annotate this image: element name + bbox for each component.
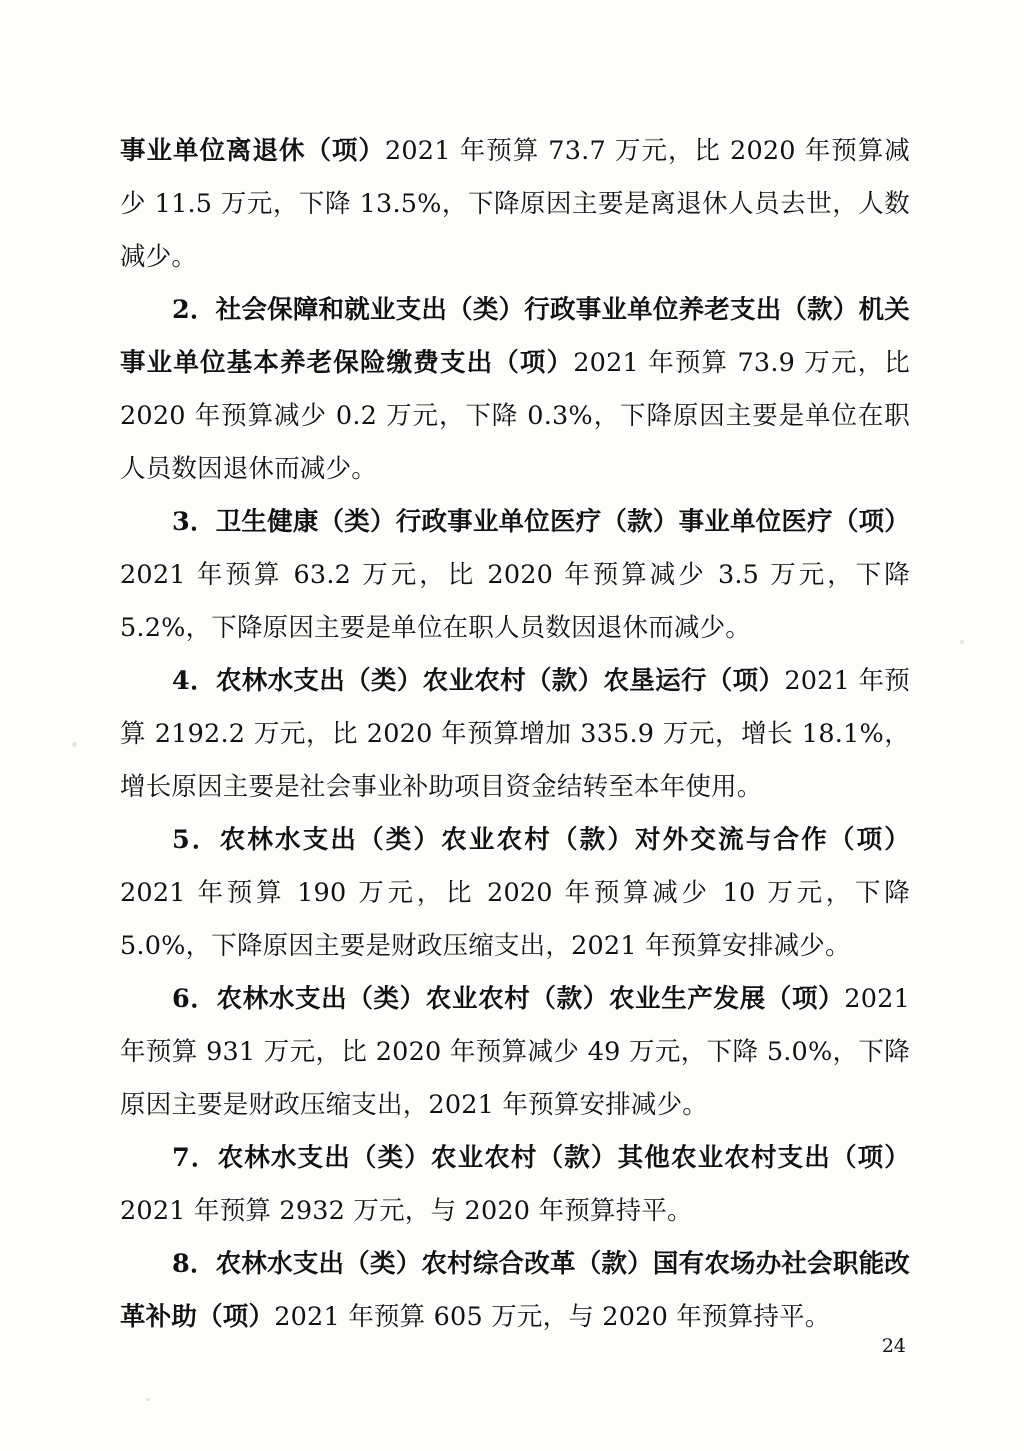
paragraph-p-item-3: [120, 496, 910, 655]
paragraph-heading-run: 8．农林水支出（类）农村综合改革（款）国有农场办社会职能改革补助（项）: [120, 1249, 910, 1332]
page-number: 24: [881, 1335, 906, 1357]
paragraph-text-run: 2021 年预算 73.9 万元，比 2020 年预算减少 0.2 万元，下降 0.3%，下降原因主要是单位在职人员数因退休而减少。: [120, 348, 910, 484]
paragraph-heading-run: 3．卫生健康（类）行政事业单位医疗（款）事业单位医疗（项）: [172, 507, 910, 537]
paragraph-heading-run: 6．农林水支出（类）农业农村（款）农业生产发展（项）: [172, 984, 845, 1014]
paragraph-text-run: 2021 年预算 63.2 万元，比 2020 年预算减少 3.5 万元，下降 5.2%，下降原因主要是单位在职人员数因退休而减少。: [120, 560, 910, 643]
paragraph-p-retired-staff: [120, 125, 910, 284]
paragraph-p-item-8: [120, 1238, 910, 1344]
paragraph-text-run: 2021 年预算 2192.2 万元，比 2020 年预算增加 335.9 万元，增长 18.1%，增长原因主要是社会事业补助项目资金结转至本年使用。: [120, 666, 911, 802]
paragraph-text-run: 2021 年预算 73.7 万元，比 2020 年预算减少 11.5 万元，下降 13.5%，下降原因主要是离退休人员去世，人数减少。: [120, 136, 910, 272]
scan-speck: [72, 742, 77, 747]
paragraph-heading-run: 5．农林水支出（类）农业农村（款）对外交流与合作（项）: [172, 825, 910, 855]
paragraph-text-run: 2021 年预算 931 万元，比 2020 年预算减少 49 万元，下降 5.0%，下降原因主要是财政压缩支出，2021 年预算安排减少。: [120, 984, 910, 1120]
paragraph-text-run: 2021 年预算 605 万元，与 2020 年预算持平。: [274, 1302, 831, 1332]
document-body: [120, 125, 910, 1344]
paragraph-p-item-2: [120, 284, 910, 496]
paragraph-heading-run: 2．社会保障和就业支出（类）行政事业单位养老支出（款）机关事业单位基本养老保险缴费支出（项）: [120, 295, 910, 378]
scan-speck: [146, 1398, 150, 1401]
paragraph-p-item-5: [120, 814, 910, 973]
scan-speck: [960, 640, 964, 644]
paragraph-heading-run: 7．农林水支出（类）农业农村（款）其他农业农村支出（项）: [172, 1143, 910, 1173]
paragraph-heading-run: 事业单位离退休（项）: [120, 136, 385, 166]
paragraph-text-run: 2021 年预算 190 万元，比 2020 年预算减少 10 万元，下降 5.0%，下降原因主要是财政压缩支出，2021 年预算安排减少。: [120, 878, 910, 961]
paragraph-p-item-6: [120, 973, 910, 1132]
paragraph-p-item-7: [120, 1132, 910, 1238]
paragraph-p-item-4: [120, 655, 910, 814]
paragraph-text-run: 2021 年预算 2932 万元，与 2020 年预算持平。: [120, 1196, 693, 1226]
paragraph-heading-run: 4．农林水支出（类）农业农村（款）农垦运行（项）: [172, 666, 785, 696]
